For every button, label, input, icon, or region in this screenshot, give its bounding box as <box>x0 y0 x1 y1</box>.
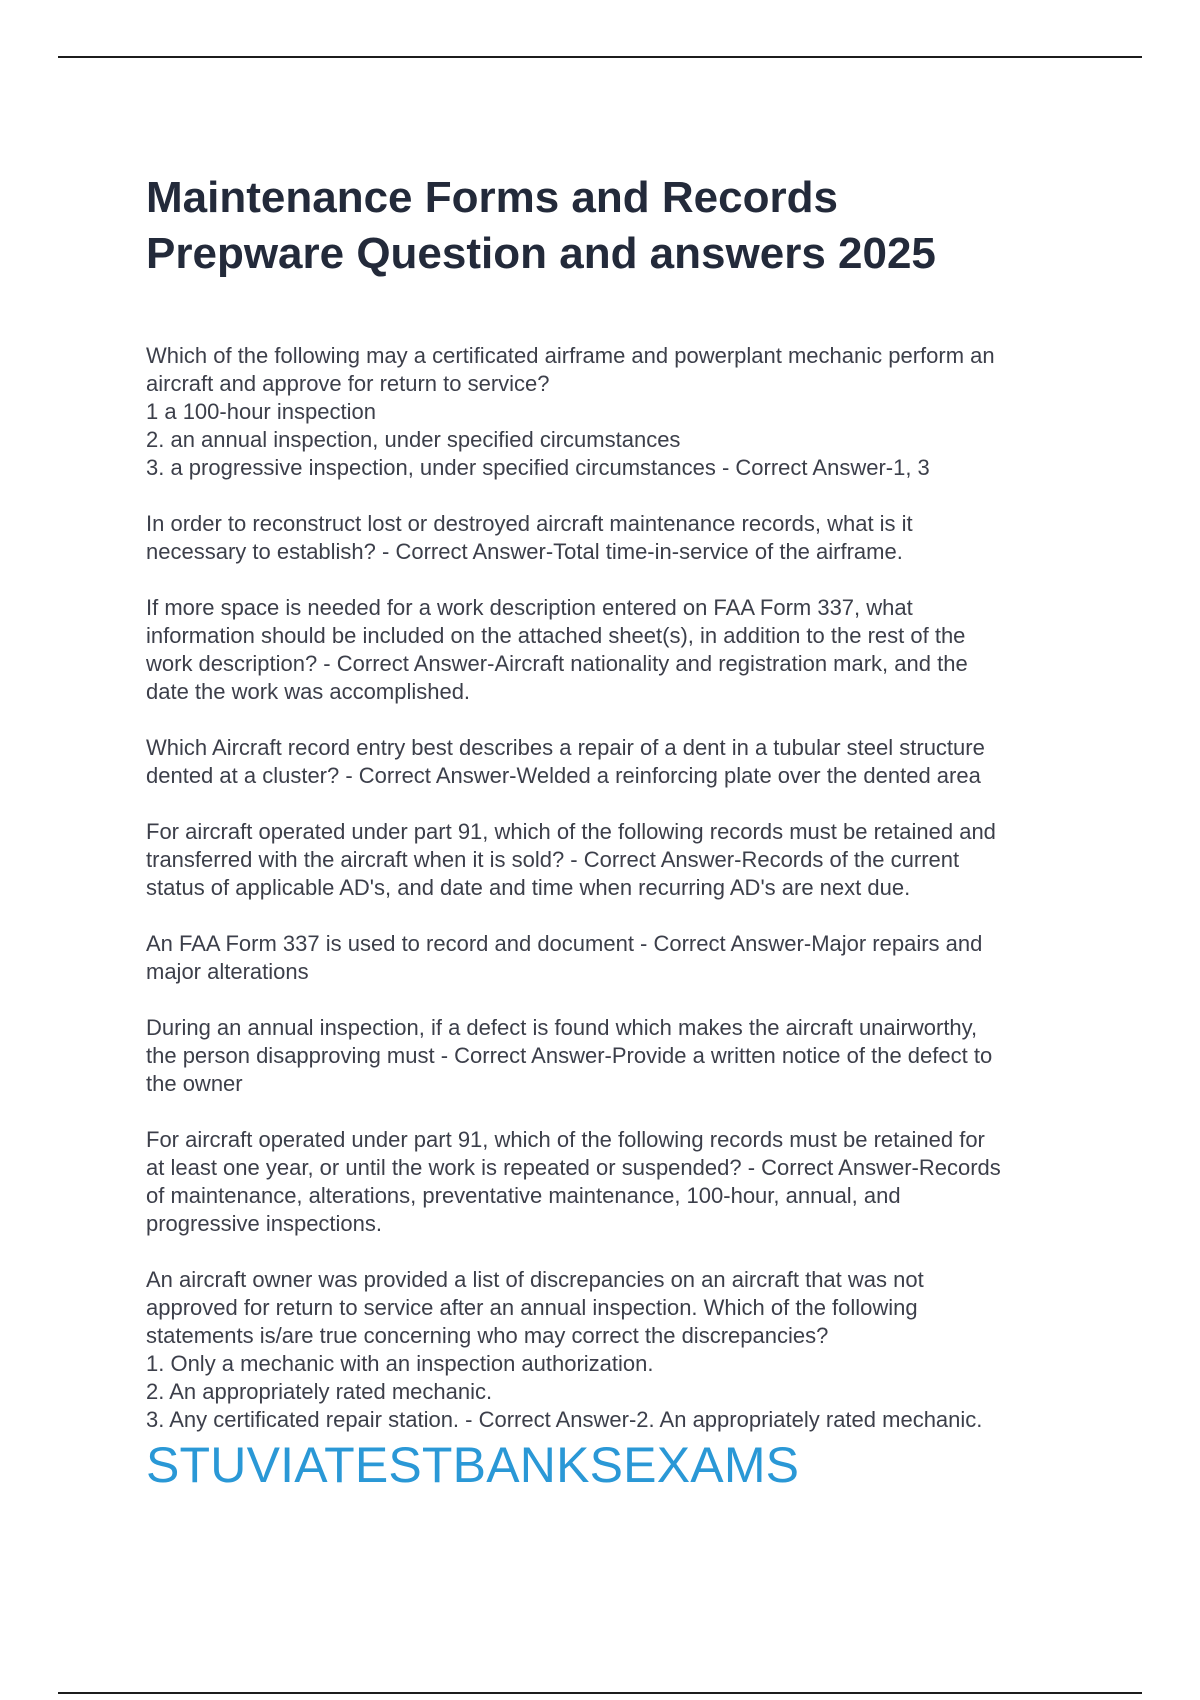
qa-line: If more space is needed for a work description entered on FAA Form 337, what <box>146 595 913 620</box>
qa-line: Which Aircraft record entry best describes a repair of a dent in a tubular steel structure <box>146 735 985 760</box>
qa-line: For aircraft operated under part 91, which of the following records must be retained for <box>146 1127 985 1152</box>
qa-item <box>146 818 1106 902</box>
document-title <box>146 170 1106 282</box>
bottom-rule <box>58 1692 1142 1694</box>
qa-line: work description? - Correct Answer-Aircraft nationality and registration mark, and the <box>146 651 968 676</box>
qa-line: major alterations <box>146 959 309 984</box>
qa-item <box>146 594 1106 706</box>
qa-line: necessary to establish? - Correct Answer-Total time-in-service of the airframe. <box>146 539 903 564</box>
top-rule <box>58 56 1142 58</box>
qa-line: 3. a progressive inspection, under specified circumstances - Correct Answer-1, 3 <box>146 455 930 480</box>
qa-line: An FAA Form 337 is used to record and document - Correct Answer-Major repairs and <box>146 931 983 956</box>
qa-line: 3. Any certificated repair station. - Correct Answer-2. An appropriately rated mechanic. <box>146 1407 983 1432</box>
qa-line: the person disapproving must - Correct Answer-Provide a written notice of the defect to <box>146 1043 993 1068</box>
qa-line: 1. Only a mechanic with an inspection authorization. <box>146 1351 654 1376</box>
qa-line: date the work was accomplished. <box>146 679 471 704</box>
watermark-brand: STUVIATESTBANKSEXAMS <box>146 1437 800 1493</box>
title-line-2: Prepware Question and answers 2025 <box>146 229 936 278</box>
qa-line: information should be included on the attached sheet(s), in addition to the rest of the <box>146 623 966 648</box>
qa-line: progressive inspections. <box>146 1211 383 1236</box>
qa-line: dented at a cluster? - Correct Answer-Welded a reinforcing plate over the dented area <box>146 763 981 788</box>
qa-line: During an annual inspection, if a defect is found which makes the aircraft unairworthy, <box>146 1015 978 1040</box>
document-body <box>146 170 1106 1494</box>
qa-item <box>146 510 1106 566</box>
qa-list <box>146 342 1106 1434</box>
qa-line: aircraft and approve for return to service? <box>146 371 550 396</box>
qa-line: Which of the following may a certificated airframe and powerplant mechanic perform an <box>146 343 995 368</box>
qa-line: For aircraft operated under part 91, which of the following records must be retained and <box>146 819 996 844</box>
qa-line: 2. An appropriately rated mechanic. <box>146 1379 493 1404</box>
title-line-1: Maintenance Forms and Records <box>146 173 838 222</box>
qa-line: An aircraft owner was provided a list of discrepancies on an aircraft that was not <box>146 1267 924 1292</box>
qa-item <box>146 342 1106 482</box>
qa-line: approved for return to service after an annual inspection. Which of the following <box>146 1295 918 1320</box>
qa-line: 2. an annual inspection, under specified circumstances <box>146 427 681 452</box>
qa-line: In order to reconstruct lost or destroyed aircraft maintenance records, what is it <box>146 511 913 536</box>
qa-item <box>146 1266 1106 1434</box>
qa-line: status of applicable AD's, and date and time when recurring AD's are next due. <box>146 875 911 900</box>
qa-line: 1 a 100-hour inspection <box>146 399 376 424</box>
qa-item <box>146 1014 1106 1098</box>
qa-line: of maintenance, alterations, preventative maintenance, 100-hour, annual, and <box>146 1183 901 1208</box>
qa-line: statements is/are true concerning who may correct the discrepancies? <box>146 1323 829 1348</box>
qa-item <box>146 930 1106 986</box>
qa-line: transferred with the aircraft when it is sold? - Correct Answer-Records of the current <box>146 847 960 872</box>
qa-item <box>146 734 1106 790</box>
qa-item <box>146 1126 1106 1238</box>
qa-line: at least one year, or until the work is repeated or suspended? - Correct Answer-Records <box>146 1155 1001 1180</box>
qa-line: the owner <box>146 1071 243 1096</box>
